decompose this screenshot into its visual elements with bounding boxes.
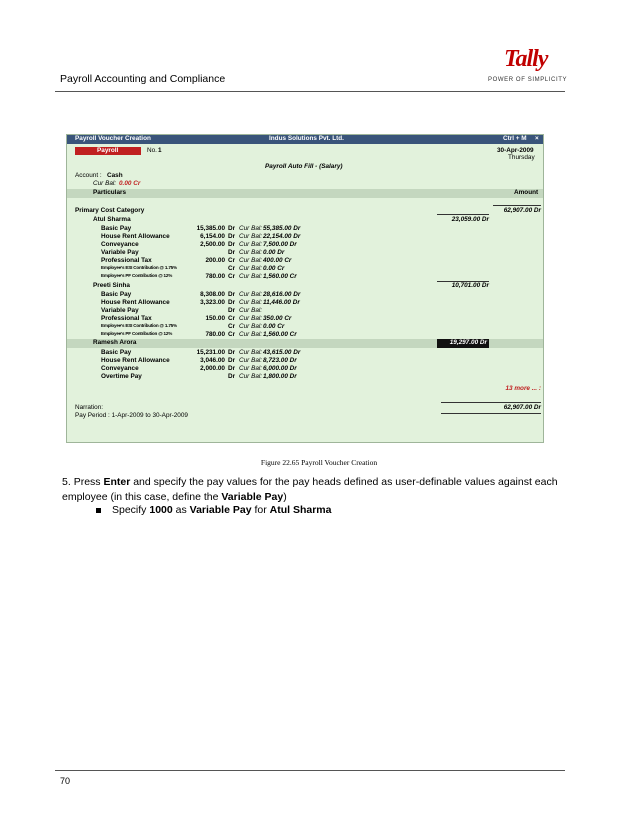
pay-cur-bal-label: Cur Bal: [239,273,263,280]
employee-total: 19,297.00 Dr [437,339,489,348]
logo-word: Tally [504,46,548,72]
voucher-type-tab[interactable]: Payroll [75,147,141,155]
pay-head: Variable Pay [101,249,139,256]
pay-cur-bal-label: Cur Bal: [239,257,263,264]
header-divider [55,91,565,92]
pay-cur-bal-label: Cur Bal: [239,349,263,356]
pay-head: House Rent Allowance [101,357,170,364]
pay-drcr: Cr [228,273,236,280]
bullet-marker [96,508,101,513]
pay-cur-bal: 0.00 Cr [263,265,285,272]
pay-amount: 200.00 [205,257,225,264]
category-total: 62,907.00 Dr [503,207,541,214]
pay-cur-bal-label: Cur Bal: [239,291,263,298]
pay-drcr: Dr [228,307,236,314]
pay-head: Basic Pay [101,225,132,232]
pay-cur-bal: 6,000.00 Dr [263,365,297,372]
pay-drcr: Cr [228,265,236,272]
col-particulars: Particulars [93,189,127,196]
voucher-day: Thursday [508,154,535,161]
pay-head: Conveyance [101,241,139,248]
bullet-text: as [172,504,190,516]
total-rule [441,402,541,403]
employee-total: 10,701.00 Dr [451,282,489,289]
pay-head: Professional Tax [101,257,152,264]
narration-text[interactable]: Pay Period : 1-Apr-2009 to 30-Apr-2009 [75,412,188,419]
employee-name[interactable]: Preeti Sinha [93,282,130,289]
pay-head: Employee's ESI Contribution @ 1.75% [101,265,177,270]
pay-head: Basic Pay [101,349,132,356]
bullet-field: Variable Pay [189,504,252,516]
employee-total: 23,059.00 Dr [451,216,489,223]
bullet-value: 1000 [149,504,173,516]
pay-cur-bal-label: Cur Bal: [239,323,263,330]
step-instruction [62,475,562,505]
pay-cur-bal-label: Cur Bal: [239,249,263,256]
pay-amount: 2,000.00 [200,365,225,372]
pay-head: Employee's ESI Contribution @ 1.75% [101,323,177,328]
pay-cur-bal: 1,560.00 Cr [263,331,297,338]
pay-drcr: Cr [228,331,236,338]
pay-cur-bal-label: Cur Bal: [239,307,263,314]
pay-cur-bal: 7,500.00 Dr [263,241,297,248]
pay-cur-bal-label: Cur Bal: [239,265,263,272]
step-text: and specify the pay values for the pay heads defined as user-definable values against each employee (in this case, define the [62,476,558,503]
pay-drcr: Cr [228,315,236,322]
step-number: 5. [62,476,71,488]
employee-name[interactable]: Atul Sharma [93,216,131,223]
pay-head: Overtime Pay [101,373,142,380]
pay-drcr: Dr [228,233,236,240]
grand-total: 62,907.00 Dr [503,404,541,411]
pay-cur-bal-label: Cur Bal: [239,225,263,232]
pay-cur-bal: 22,154.00 Dr [263,233,301,240]
pay-cur-bal-label: Cur Bal: [239,373,263,380]
footer-divider [55,770,565,771]
pay-cur-bal-label: Cur Bal: [239,331,263,338]
column-header-row [67,189,543,198]
tally-logo [488,46,568,90]
cost-category: Primary Cost Category [75,207,145,214]
pay-drcr: Dr [228,291,236,298]
pay-cur-bal: 350.00 Cr [263,315,292,322]
bullet-employee: Atul Sharma [269,504,332,516]
pay-amount: 15,231.00 [196,349,225,356]
pay-amount: 2,500.00 [200,241,225,248]
page-number: 70 [60,776,71,786]
category-total-rule [493,205,541,206]
narration-label: Narration: [75,404,104,411]
pay-amount: 6,154.00 [200,233,225,240]
pay-amount: 3,046.00 [200,357,225,364]
total-double-rule [441,413,541,414]
auto-fill-title: Payroll Auto Fill - (Salary) [265,163,343,170]
pay-head: Professional Tax [101,315,152,322]
account-cur-bal-label: Cur Bal: [93,180,117,187]
bullet-text: for [251,504,270,516]
step-text: ) [283,491,287,503]
pay-cur-bal-label: Cur Bal: [239,233,263,240]
pay-cur-bal-label: Cur Bal: [239,365,263,372]
pay-head: Conveyance [101,365,139,372]
pay-drcr: Dr [228,357,236,364]
step-field: Variable Pay [221,491,284,503]
window-title: Payroll Voucher Creation [75,135,151,142]
pay-cur-bal: 8,723.00 Dr [263,357,297,364]
pay-cur-bal-label: Cur Bal: [239,299,263,306]
figure-caption: Figure 22.65 Payroll Voucher Creation [260,458,378,467]
pay-drcr: Dr [228,249,236,256]
voucher-no: 1 [158,147,162,154]
pay-head: Variable Pay [101,307,139,314]
pay-amount: 3,323.00 [200,299,225,306]
more-entries-link[interactable]: 13 more ... : [505,385,541,392]
col-amount: Amount [514,189,539,196]
pay-drcr: Dr [228,225,236,232]
step-text: Press [73,476,104,488]
page-header-title: Payroll Accounting and Compliance [60,73,226,85]
pay-cur-bal: 55,385.00 Dr [263,225,301,232]
pay-cur-bal: 1,560.00 Cr [263,273,297,280]
pay-cur-bal-label: Cur Bal: [239,315,263,322]
pay-cur-bal: 0.00 Cr [263,323,285,330]
pay-head: Employee's PF Contribution @ 12% [101,273,173,278]
pay-cur-bal: 0.00 Dr [263,249,285,256]
pay-cur-bal: 28,616.00 Dr [263,291,301,298]
company-name: Indus Solutions Pvt. Ltd. [269,135,344,142]
pay-head: Basic Pay [101,291,132,298]
window-title-bar [67,135,543,144]
account-label: Account : [75,172,102,179]
pay-head: Employee's PF Contribution @ 12% [101,331,173,336]
account-cur-bal: 0.00 Cr [119,180,141,187]
employee-total-rule [437,214,489,215]
pay-drcr: Cr [228,257,236,264]
pay-drcr: Dr [228,365,236,372]
pay-cur-bal: 400.00 Cr [263,257,292,264]
pay-drcr: Dr [228,299,236,306]
employee-name[interactable]: Ramesh Arora [93,339,137,346]
pay-amount: 780.00 [205,273,225,280]
pay-amount: 150.00 [205,315,225,322]
logo-tagline: POWER OF SIMPLICITY [488,77,568,83]
pay-amount: 780.00 [205,331,225,338]
pay-head: House Rent Allowance [101,233,170,240]
pay-amount: 15,385.00 [196,225,225,232]
pay-drcr: Cr [228,323,236,330]
shortcut-hint: Ctrl + M [503,135,527,142]
pay-cur-bal-label: Cur Bal: [239,357,263,364]
bullet-instruction [112,504,332,516]
voucher-date[interactable]: 30-Apr-2009 [497,147,534,154]
pay-drcr: Dr [228,241,236,248]
account-value[interactable]: Cash [107,172,123,179]
step-key: Enter [103,476,131,488]
pay-cur-bal: 43,615.00 Dr [263,349,301,356]
bullet-text: Specify [112,504,150,516]
pay-drcr: Dr [228,373,236,380]
pay-cur-bal: 1,800.00 Dr [263,373,297,380]
close-icon[interactable]: × [535,135,539,142]
pay-cur-bal: 11,446.00 Dr [263,299,300,306]
pay-cur-bal-label: Cur Bal: [239,241,263,248]
payroll-voucher-screen [66,134,544,443]
pay-drcr: Dr [228,349,236,356]
voucher-no-label: No. [147,147,157,154]
pay-head: House Rent Allowance [101,299,170,306]
pay-amount: 8,308.00 [200,291,225,298]
